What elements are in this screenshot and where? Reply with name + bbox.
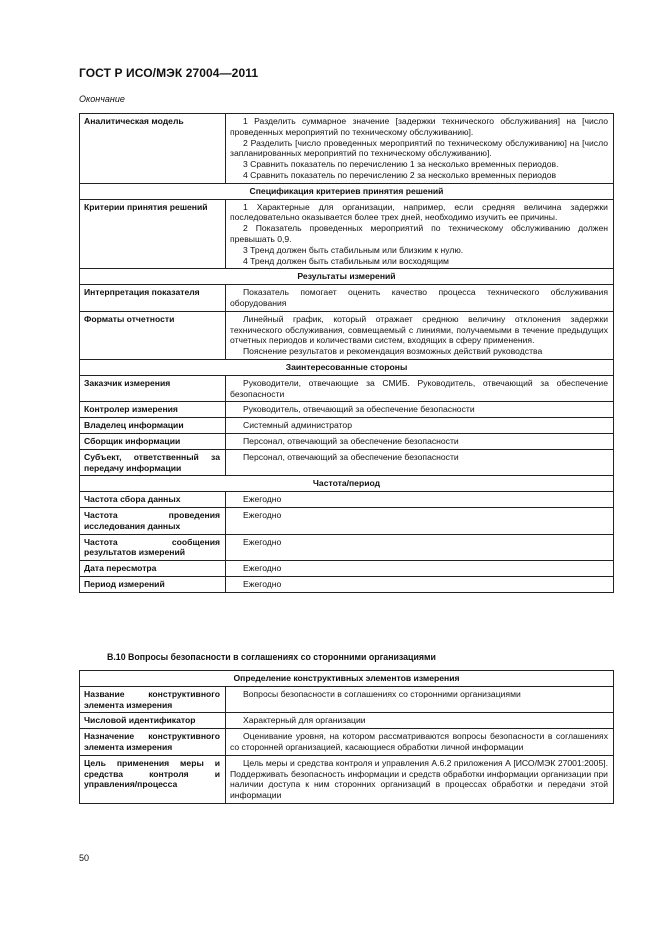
section-header: Спецификация критериев принятия решений: [80, 183, 614, 199]
table-row: [80, 713, 614, 729]
table-row: [80, 686, 614, 713]
value-paragraph: 1 Характерные для организации, например, если средняя величина задержки последовательно оказывается более трех дней, необходимо изучить ее причины.: [230, 201, 608, 223]
row-label: Частота сообщения результатов измерений: [80, 534, 226, 561]
row-value: [226, 576, 614, 592]
table-row: [80, 402, 614, 418]
table-row: [80, 433, 614, 449]
value-paragraph: Линейный график, который отражает среднюю величину отклонения задержки технического обслуживания, совмещаемый с линиями, получаемыми в течение предыдущих отчетных периодов и количествами систем, входящих в сферу применения.: [230, 313, 608, 346]
table-row: [80, 199, 614, 269]
row-label: Числовой идентификатор: [80, 713, 226, 729]
section-header-row: [80, 269, 614, 285]
value-paragraph: 3 Сравнить показатель по перечислению 1 за несколько временных периодов.: [243, 159, 559, 170]
value-paragraph: Ежегодно: [243, 578, 282, 589]
row-value: [226, 713, 614, 729]
row-label: Название конструктивного элемента измерения: [80, 686, 226, 713]
section-header-row: [80, 671, 614, 687]
table-row: [80, 534, 614, 561]
row-label: Назначение конструктивного элемента измерения: [80, 729, 226, 756]
table-row: [80, 561, 614, 577]
value-paragraph: 4 Тренд должен быть стабильным или восходящим: [243, 255, 449, 266]
row-label: Владелец информации: [80, 418, 226, 434]
row-value: [226, 449, 614, 476]
row-value: [226, 433, 614, 449]
row-label: Дата пересмотра: [80, 561, 226, 577]
value-paragraph: 3 Тренд должен быть стабильным или близким к нулю.: [243, 244, 464, 255]
row-label: Субъект, ответственный за передачу информации: [80, 449, 226, 476]
row-label: Частота проведения исследования данных: [80, 507, 226, 534]
value-paragraph: 4 Сравнить показатель по перечислению 2 за несколько временных периодов: [243, 169, 557, 180]
table-row: [80, 576, 614, 592]
row-value: [226, 507, 614, 534]
table-row: [80, 755, 614, 803]
value-paragraph: Персонал, отвечающий за обеспечение безопасности: [243, 435, 459, 446]
table-row: [80, 729, 614, 756]
row-label: Частота сбора данных: [80, 492, 226, 508]
value-paragraph: Вопросы безопасности в соглашениях со сторонними организациями: [243, 688, 521, 699]
document-title: ГОСТ Р ИСО/МЭК 27004—2011: [79, 66, 259, 80]
section-b10-heading: B.10 Вопросы безопасности в соглашениях со сторонними организациями: [107, 652, 436, 662]
row-label: Контролер измерения: [80, 402, 226, 418]
table-row: [80, 449, 614, 476]
value-paragraph: Ежегодно: [243, 563, 282, 574]
value-paragraph: Цель меры и средства контроля и управления А.6.2 приложения А [ИСО/МЭК 27001:2005]. Поддерживать безопасность информации и средств обработки информации организации при наличии доступа к ним сторонних организаций в процессах обработки и передачи этой информации: [230, 757, 608, 801]
value-paragraph: Руководители, отвечающие за СМИБ. Руководитель, отвечающий за обеспечение безопасности: [230, 377, 608, 399]
table-row: [80, 375, 614, 402]
value-paragraph: Системный администратор: [243, 420, 352, 431]
row-value: [226, 375, 614, 402]
row-label: Критерии принятия решений: [80, 199, 226, 269]
section-header-row: [80, 359, 614, 375]
row-value: [226, 418, 614, 434]
section-header-row: [80, 183, 614, 199]
row-label: Форматы отчетности: [80, 311, 226, 359]
section-header: Результаты измерений: [80, 269, 614, 285]
row-value: [226, 492, 614, 508]
row-value: [226, 561, 614, 577]
table-row: [80, 114, 614, 184]
row-label: Интерпретация показателя: [80, 285, 226, 312]
section-header: Частота/период: [80, 476, 614, 492]
measurement-table-b10: [79, 670, 614, 804]
row-value: [226, 729, 614, 756]
value-paragraph: Ежегодно: [243, 536, 282, 547]
value-paragraph: Руководитель, отвечающий за обеспечение безопасности: [243, 404, 475, 415]
row-value: [226, 199, 614, 269]
value-paragraph: Пояснение результатов и рекомендация возможных действий руководства: [243, 346, 543, 357]
row-label: Сборщик информации: [80, 433, 226, 449]
value-paragraph: Персонал, отвечающий за обеспечение безопасности: [243, 451, 459, 462]
table-row: [80, 507, 614, 534]
value-paragraph: 2 Показатель проведенных мероприятий по техническому обслуживанию должен превышать 0,9.: [230, 223, 608, 244]
row-label: Аналитическая модель: [80, 114, 226, 184]
table-row: [80, 492, 614, 508]
page-number: 50: [79, 853, 90, 863]
row-label: Заказчик измерения: [80, 375, 226, 402]
row-label: Период измерений: [80, 576, 226, 592]
value-paragraph: Оценивание уровня, на котором рассматриваются вопросы безопасности в соглашениях со сторонней организацией, касающиеся обработки личной информации: [230, 731, 608, 752]
table-row: [80, 311, 614, 359]
section-header: Заинтересованные стороны: [80, 359, 614, 375]
row-value: [226, 534, 614, 561]
value-paragraph: 1 Разделить суммарное значение [задержки технического обслуживания] на [число проведенных мероприятий по техническому обслуживанию].: [230, 116, 608, 137]
table-continuation-note: Окончание: [79, 94, 125, 104]
value-paragraph: Показатель помогает оценить качество процесса технического обслуживания оборудования: [230, 287, 608, 308]
row-value: [226, 311, 614, 359]
value-paragraph: Ежегодно: [243, 509, 282, 520]
value-paragraph: Характерный для организации: [243, 715, 366, 726]
value-paragraph: Ежегодно: [243, 494, 282, 505]
row-label: Цель применения меры и средства контроля и управления/процесса: [80, 755, 226, 803]
table-row: [80, 285, 614, 312]
measurement-table-continued: [79, 113, 614, 593]
row-value: [226, 114, 614, 184]
row-value: [226, 402, 614, 418]
section-header: Определение конструктивных элементов измерения: [80, 671, 614, 687]
section-header-row: [80, 476, 614, 492]
row-value: [226, 285, 614, 312]
table-row: [80, 418, 614, 434]
row-value: [226, 686, 614, 713]
row-value: [226, 755, 614, 803]
value-paragraph: 2 Разделить [число проведенных мероприятий по техническому обслуживанию] на [число запланированных мероприятий по техническому обслуживанию].: [230, 137, 608, 159]
